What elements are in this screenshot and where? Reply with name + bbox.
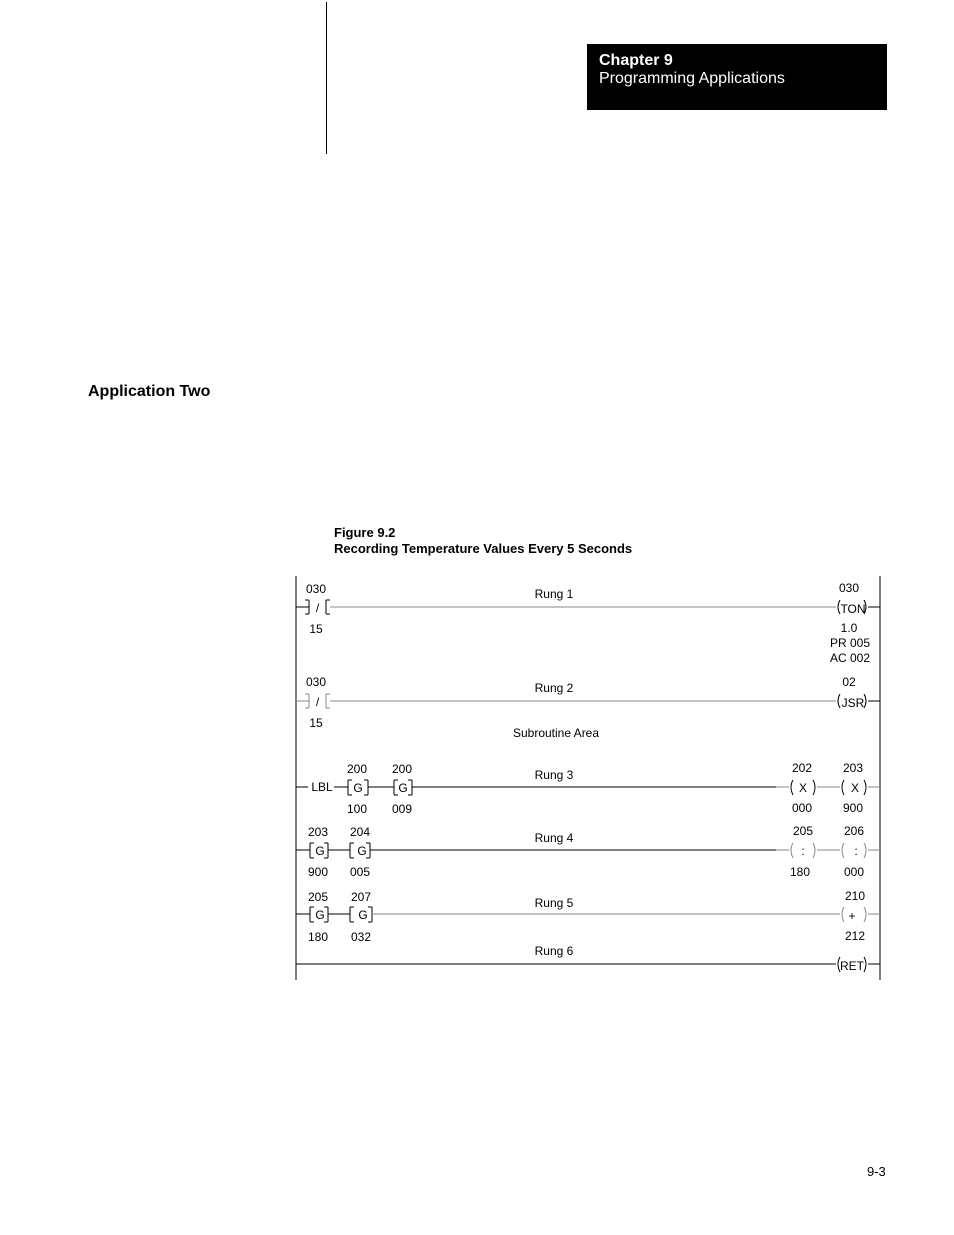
figure-caption: Recording Temperature Values Every 5 Seconds <box>334 541 633 556</box>
rung4-label: Rung 4 <box>534 831 574 845</box>
rung3-out2-value: 900 <box>842 801 864 815</box>
rung2-output-instruction: JSR <box>841 696 865 710</box>
rung3-label: Rung 3 <box>534 768 574 782</box>
rung-1 <box>296 581 880 665</box>
rung4-in2-value: 005 <box>349 865 371 879</box>
rung4-in2-address: 204 <box>349 825 371 839</box>
rung4-out1-value: 180 <box>789 865 811 879</box>
rung3-out1-address: 202 <box>791 761 813 775</box>
rung4-in1-symbol: G <box>315 844 325 858</box>
rung5-in2-value: 032 <box>350 930 372 944</box>
chapter-number: Chapter 9 <box>599 52 673 69</box>
rung3-out2-symbol: X <box>850 781 860 795</box>
rung3-lbl: LBL <box>311 780 333 794</box>
rung1-label: Rung 1 <box>534 587 574 601</box>
rung5-out-value: 212 <box>844 929 866 943</box>
rung3-in2-value: 009 <box>391 802 413 816</box>
rung1-contact-symbol: / <box>315 601 320 615</box>
rung4-out2-symbol: : <box>854 844 858 858</box>
rung3-in2-symbol: G <box>398 781 408 795</box>
rung-4 <box>296 824 880 879</box>
rung3-in2-address: 200 <box>391 762 413 776</box>
rung1-output-instruction: TON <box>840 602 866 616</box>
rung1-timebase: 1.0 <box>840 621 858 635</box>
rung5-in2-address: 207 <box>350 890 372 904</box>
rung5-in2-symbol: G <box>358 908 368 922</box>
rung3-out2-address: 203 <box>842 761 864 775</box>
page-number: 9-3 <box>867 1164 886 1179</box>
rung6-label: Rung 6 <box>534 944 574 958</box>
rung2-input-address: 030 <box>305 675 327 689</box>
rung6-out-instruction: RET <box>840 959 864 973</box>
rung5-in1-symbol: G <box>315 908 325 922</box>
rung2-contact-symbol: / <box>315 695 320 709</box>
rung5-label: Rung 5 <box>534 896 574 910</box>
rung4-out2-address: 206 <box>843 824 865 838</box>
rung3-out1-value: 000 <box>791 801 813 815</box>
chapter-title: Programming Applications <box>599 70 785 87</box>
rung3-in1-value: 100 <box>346 802 368 816</box>
subroutine-label: Subroutine Area <box>512 726 600 740</box>
rung3-in1-address: 200 <box>346 762 368 776</box>
rung2-label: Rung 2 <box>534 681 574 695</box>
rung1-accumulated: AC 002 <box>829 651 870 665</box>
rung4-out1-address: 205 <box>792 824 814 838</box>
rung1-input-address: 030 <box>305 582 327 596</box>
rung1-preset: PR 005 <box>829 636 870 650</box>
rung4-in1-address: 203 <box>307 825 329 839</box>
rung-5 <box>296 889 880 944</box>
rung-3 <box>296 761 880 816</box>
section-heading: Application Two <box>88 383 211 400</box>
figure-number: Figure 9.2 <box>334 525 396 540</box>
rung-2 <box>296 675 880 730</box>
rung1-output-address: 030 <box>838 581 860 595</box>
rung3-out1-symbol: X <box>798 781 808 795</box>
rung2-input-bit: 15 <box>309 716 323 730</box>
rung4-out2-value: 000 <box>843 865 865 879</box>
rung4-in2-symbol: G <box>357 844 367 858</box>
rung5-in1-address: 205 <box>307 890 329 904</box>
rung4-out1-symbol: : <box>801 844 805 858</box>
rung1-input-bit: 15 <box>309 622 323 636</box>
rung3-in1-symbol: G <box>353 781 363 795</box>
rung5-out-address: 210 <box>844 889 866 903</box>
rung5-in1-value: 180 <box>307 930 329 944</box>
rung4-in1-value: 900 <box>307 865 329 879</box>
rung-6 <box>296 944 880 973</box>
rung2-output-address: 02 <box>842 675 856 689</box>
rung5-out-symbol: + <box>848 909 856 923</box>
